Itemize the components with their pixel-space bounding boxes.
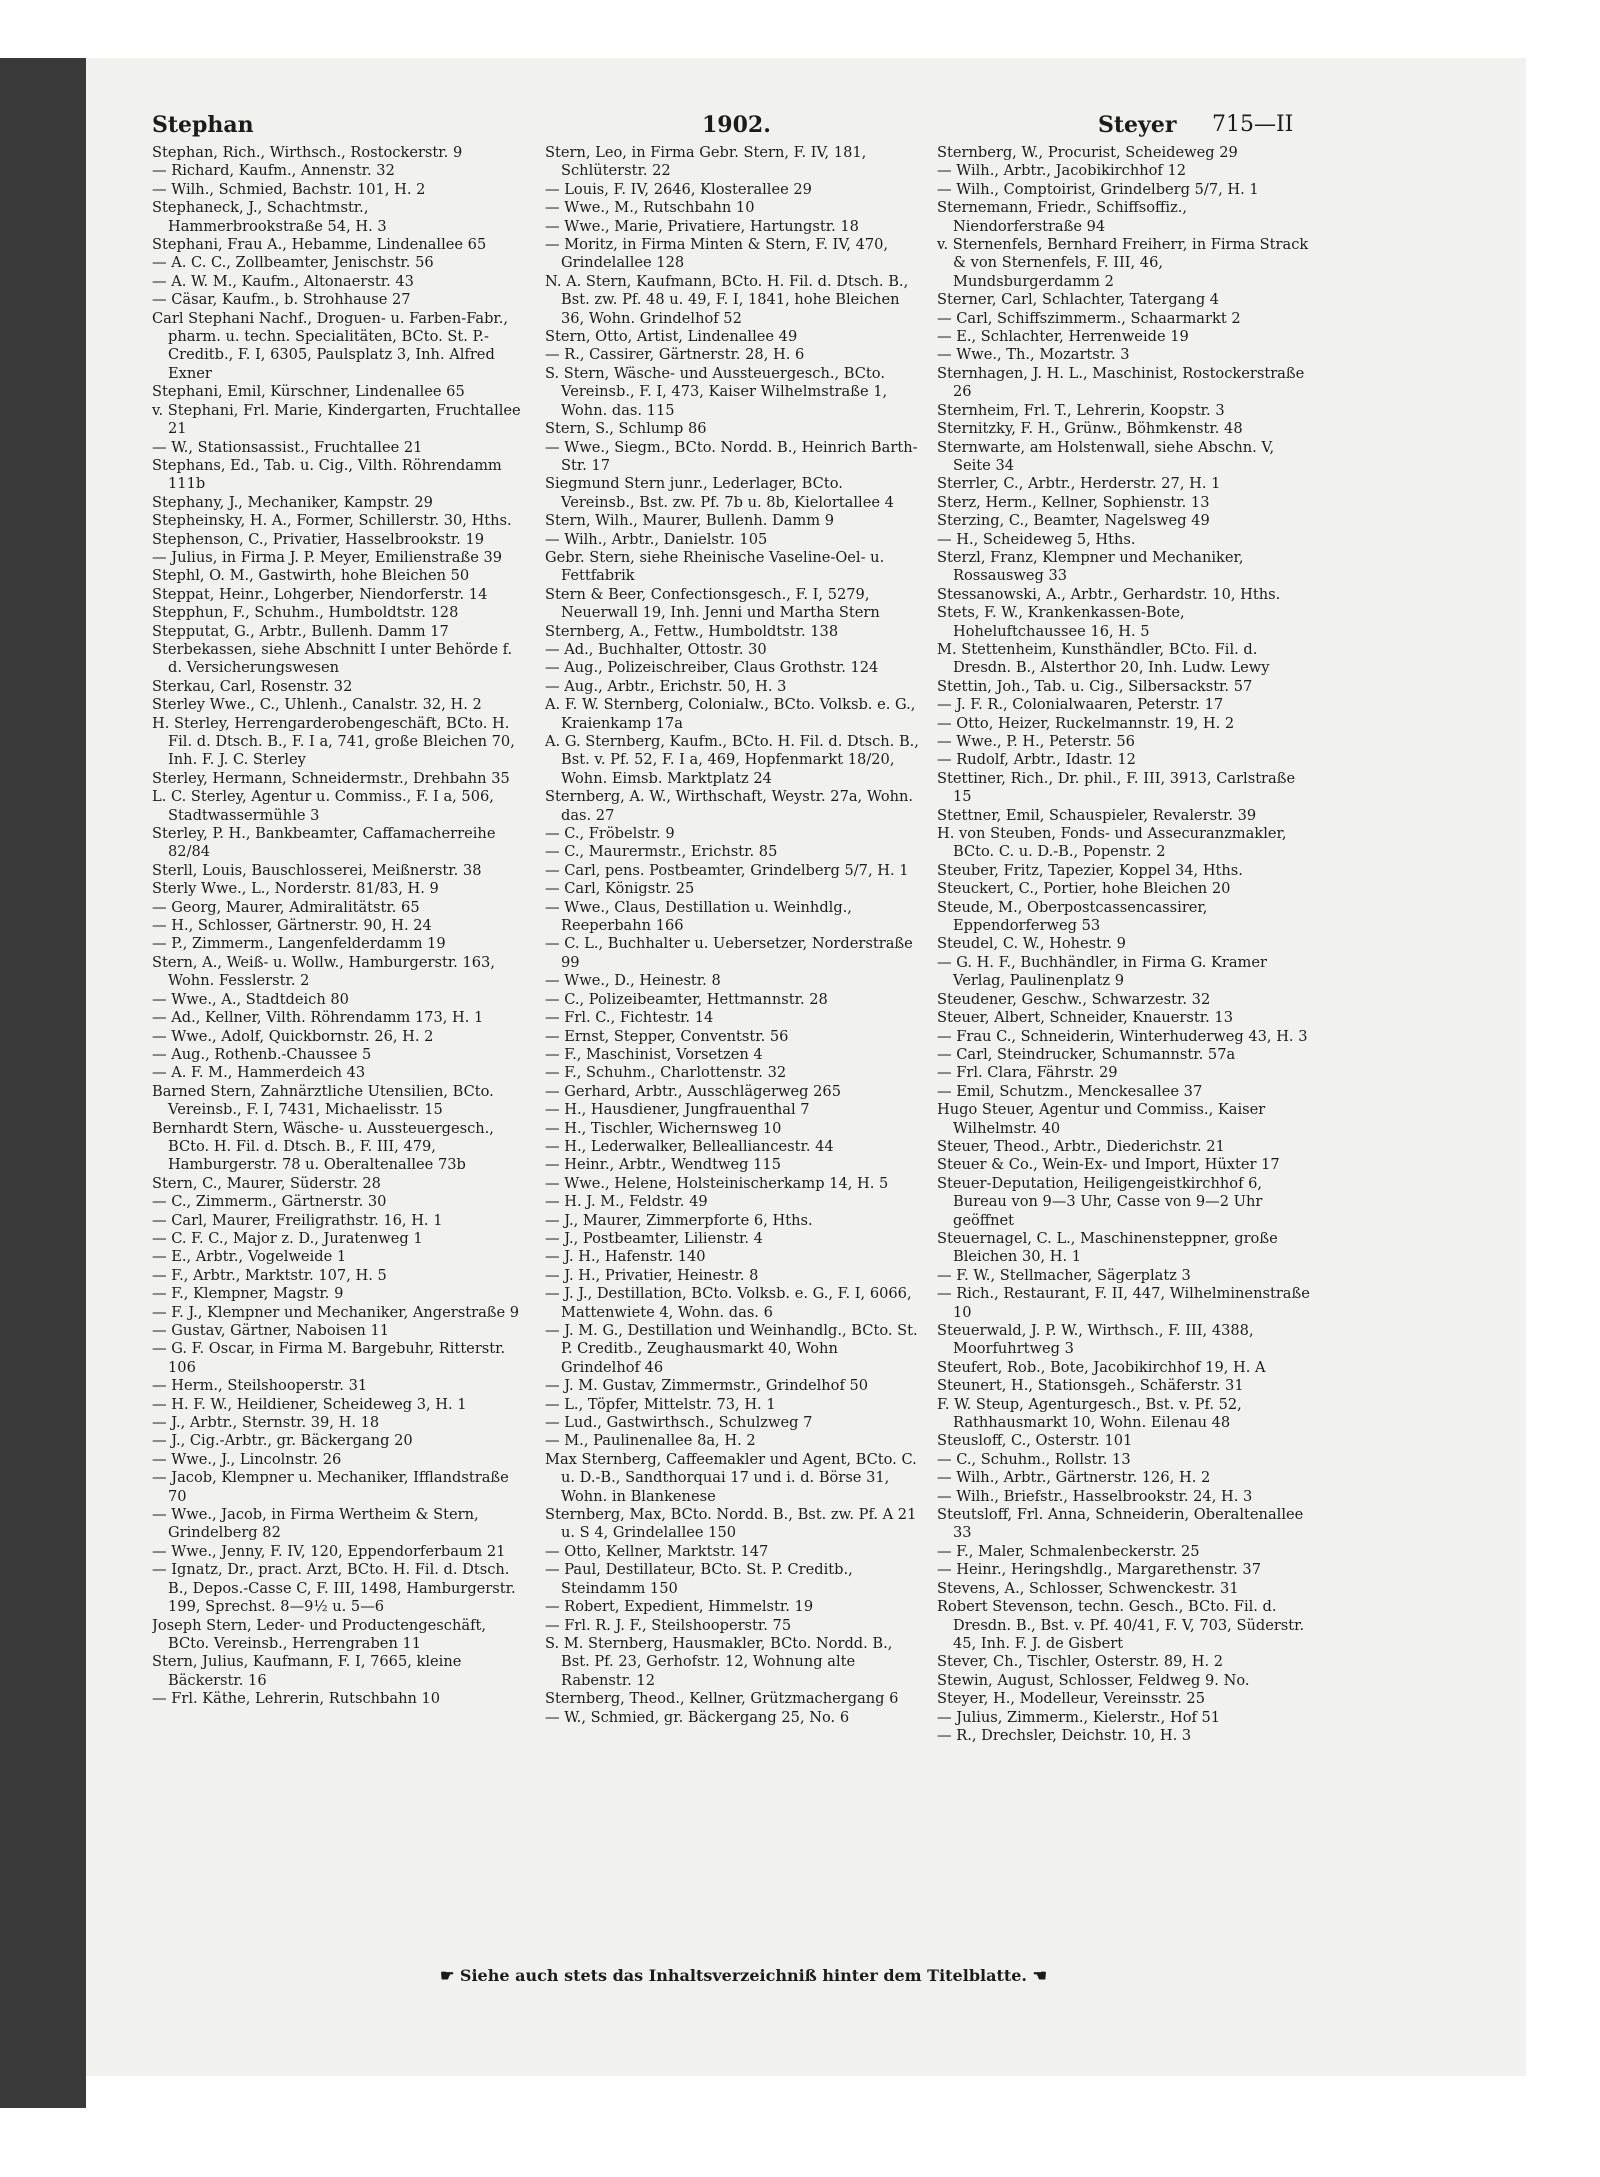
directory-entry: — Wilh., Briefstr., Hasselbrookstr. 24, H. 3 — [937, 1487, 1253, 1505]
directory-entry: — Frau C., Schneiderin, Winterhuderweg 43, H. 3 — [937, 1027, 1308, 1045]
directory-entry: — Emil, Schutzm., Menckesallee 37 — [937, 1082, 1203, 1100]
directory-entry: — Ernst, Stepper, Conventstr. 56 — [545, 1027, 789, 1045]
directory-entry: — Wwe., J., Lincolnstr. 26 — [152, 1450, 342, 1468]
directory-entry: Sternberg, Theod., Kellner, Grützmachergang 6 — [545, 1690, 899, 1708]
directory-entry: — A. W. M., Kaufm., Altonaerstr. 43 — [152, 272, 414, 290]
directory-entry: — Richard, Kaufm., Annenstr. 32 — [152, 162, 395, 180]
directory-entry: — Wwe., Claus, Destillation u. Weinhdlg., Reeperbahn 166 — [545, 898, 852, 935]
directory-entry: — Cäsar, Kaufm., b. Strohhause 27 — [152, 291, 411, 309]
directory-entry: — Wilh., Arbtr., Jacobikirchhof 12 — [937, 162, 1187, 180]
directory-entry: Gebr. Stern, siehe Rheinische Vaseline-Oel- u. Fettfabrik — [545, 548, 885, 585]
header-right-keyword: Steyer — [1098, 112, 1177, 138]
header-year: 1902. — [702, 112, 771, 138]
directory-entry: — L., Töpfer, Mittelstr. 73, H. 1 — [545, 1395, 776, 1413]
directory-entry: — Heinr., Heringshdlg., Margarethenstr. 37 — [937, 1561, 1262, 1579]
directory-entry: Steuerwald, J. P. W., Wirthsch., F. III, 4388, Moorfuhrtweg 3 — [937, 1322, 1254, 1358]
directory-entry: — H. F. W., Heildiener, Scheideweg 3, H. 1 — [152, 1395, 467, 1413]
directory-entry: — Wwe., M., Rutschbahn 10 — [545, 199, 755, 217]
directory-entry: Steudener, Geschw., Schwarzestr. 32 — [937, 990, 1211, 1008]
directory-entry: Stern, Julius, Kaufmann, F. I, 7665, kleine Bäckerstr. 16 — [152, 1653, 462, 1689]
directory-entry: Stephans, Ed., Tab. u. Cig., Vilth. Röhrendamm 111b — [152, 456, 502, 493]
directory-entry: — Otto, Kellner, Marktstr. 147 — [545, 1542, 769, 1560]
directory-entry: Steunert, H., Stationsgeh., Schäferstr. 31 — [937, 1377, 1244, 1395]
directory-entry: Steudel, C. W., Hohestr. 9 — [937, 935, 1126, 953]
directory-entry: — Wwe., Helene, Holsteinischerkamp 14, H. 5 — [545, 1174, 889, 1192]
directory-entry: — Frl. Käthe, Lehrerin, Rutschbahn 10 — [152, 1690, 441, 1708]
directory-entry: — H., Schlosser, Gärtnerstr. 90, H. 24 — [152, 917, 432, 935]
directory-entry: Sternheim, Frl. T., Lehrerin, Koopstr. 3 — [937, 401, 1225, 419]
directory-entry: Stepphun, F., Schuhm., Humboldtstr. 128 — [152, 604, 459, 622]
directory-entry: Stettiner, Rich., Dr. phil., F. III, 3913, Carlstraße 15 — [937, 769, 1296, 806]
directory-entry: — R., Cassirer, Gärtnerstr. 28, H. 6 — [545, 346, 805, 364]
header-left-keyword: Stephan — [152, 112, 254, 138]
directory-entry: Sterzing, C., Beamter, Nagelsweg 49 — [937, 512, 1210, 530]
directory-entry: — J. M. G., Destillation und Weinhandlg., BCto. St. P. Creditb., Zeughausmarkt 40, Wohn Grindelhof 46 — [545, 1322, 918, 1376]
pointing-hand-left-icon: ☚ — [1032, 1966, 1047, 1985]
directory-entry: Sterner, Carl, Schlachter, Tatergang 4 — [937, 291, 1220, 309]
directory-entry: Sterly Wwe., L., Norderstr. 81/83, H. 9 — [152, 880, 439, 898]
directory-entry: — F., Schuhm., Charlottenstr. 32 — [545, 1064, 787, 1082]
directory-entry: Steuer & Co., Wein-Ex- und Import, Hüxter 17 — [937, 1156, 1280, 1174]
footer-note: Siehe auch stets das Inhaltsverzeichniß hinter dem Titelblatte. — [459, 1966, 1027, 1985]
directory-entry: — Herm., Steilshooperstr. 31 — [152, 1377, 368, 1395]
directory-entry: — P., Zimmerm., Langenfelderdamm 19 — [152, 935, 446, 953]
directory-column-3 — [937, 144, 1311, 2004]
directory-entry: — F. W., Stellmacher, Sägerplatz 3 — [937, 1266, 1191, 1284]
directory-entry: — Gustav, Gärtner, Naboisen 11 — [152, 1322, 390, 1339]
directory-entry: N. A. Stern, Kaufmann, BCto. H. Fil. d. Dtsch. B., Bst. zw. Pf. 48 u. 49, F. I, 1841, hohe Bleichen 36, Wohn. Grindelhof 52 — [545, 272, 909, 327]
directory-entry: Robert Stevenson, techn. Gesch., BCto. Fil. d. Dresdn. B., Bst. v. Pf. 40/41, F. V, 703, Süderstr. 45, Inh. F. J. de Gisbert — [937, 1598, 1305, 1652]
directory-entry: — Otto, Heizer, Ruckelmannstr. 19, H. 2 — [937, 714, 1235, 732]
directory-entry: Stettin, Joh., Tab. u. Cig., Silbersackstr. 57 — [937, 677, 1253, 695]
directory-entry: — C., Maurermstr., Erichstr. 85 — [545, 843, 778, 861]
book-binding-edge — [0, 58, 86, 2108]
directory-entry: — J. H., Hafenstr. 140 — [545, 1248, 706, 1266]
directory-entry: Max Sternberg, Caffeemakler und Agent, BCto. C. u. D.-B., Sandthorquai 17 und i. d. Börse 31, Wohn. in Blankenese — [545, 1450, 917, 1505]
directory-entry: Sterrler, C., Arbtr., Herderstr. 27, H. 1 — [937, 475, 1221, 493]
directory-entry: Sternemann, Friedr., Schiffsoffiz., Niendorferstraße 94 — [937, 199, 1188, 235]
directory-entry: Barned Stern, Zahnärztliche Utensilien, BCto. Vereinsb., F. I, 7431, Michaelisstr. 15 — [152, 1082, 494, 1119]
directory-entry: — G. F. Oscar, in Firma M. Bargebuhr, Ritterstr. 106 — [152, 1340, 506, 1376]
directory-entry: — Louis, F. IV, 2646, Klosterallee 29 — [545, 180, 812, 198]
directory-entry: — C. L., Buchhalter u. Uebersetzer, Norderstraße 99 — [545, 935, 913, 971]
directory-entry: Stettner, Emil, Schauspieler, Revalerstr. 39 — [937, 806, 1257, 824]
directory-entry: — W., Stationsassist., Fruchtallee 21 — [152, 438, 423, 456]
directory-entry: — Wwe., Jacob, in Firma Wertheim & Stern, Grindelberg 82 — [152, 1506, 479, 1542]
directory-entry: Steufert, Rob., Bote, Jacobikirchhof 19, H. A — [937, 1358, 1266, 1376]
directory-entry: — J. M. Gustav, Zimmermstr., Grindelhof 50 — [545, 1377, 869, 1395]
directory-entry: Steutsloff, Frl. Anna, Schneiderin, Oberaltenallee 33 — [937, 1506, 1304, 1542]
directory-entry: Steude, M., Oberpostcassencassirer, Eppendorferweg 53 — [937, 898, 1208, 935]
directory-entry: Stephl, O. M., Gastwirth, hohe Bleichen 50 — [152, 567, 470, 585]
directory-entry: — R., Drechsler, Deichstr. 10, H. 3 — [937, 1726, 1192, 1744]
directory-entry: F. W. Steup, Agenturgesch., Bst. v. Pf. 52, Rathhausmarkt 10, Wohn. Eilenau 48 — [937, 1395, 1242, 1432]
directory-entry: Stephaneck, J., Schachtmstr., Hammerbrookstraße 54, H. 3 — [152, 199, 387, 235]
directory-entry: Hugo Steuer, Agentur und Commiss., Kaiser Wilhelmstr. 40 — [937, 1101, 1266, 1137]
directory-entry: — H., Lederwalker, Bellealliancestr. 44 — [545, 1137, 834, 1155]
directory-entry: Stessanowski, A., Arbtr., Gerhardstr. 10, Hths. — [937, 585, 1281, 603]
directory-entry: — C., Polizeibeamter, Hettmannstr. 28 — [545, 990, 828, 1008]
directory-entry: — Carl, Königstr. 25 — [545, 880, 695, 898]
directory-entry: — J. H., Privatier, Heinestr. 8 — [545, 1266, 759, 1284]
directory-entry: — J., Postbeamter, Lilienstr. 4 — [545, 1229, 763, 1247]
directory-entry: — Julius, in Firma J. P. Meyer, Emilienstraße 39 — [152, 548, 503, 566]
directory-entry: v. Stephani, Frl. Marie, Kindergarten, Fruchtallee 21 — [152, 401, 521, 438]
directory-entry: — Wilh., Comptoirist, Grindelberg 5/7, H. 1 — [937, 180, 1259, 198]
directory-entry: Stern, S., Schlump 86 — [545, 420, 707, 438]
directory-entry: A. G. Sternberg, Kaufm., BCto. H. Fil. d. Dtsch. B., Bst. v. Pf. 52, F. I a, 469, Hopfenmarkt 18/20, Wohn. Eimsb. Marktplatz 24 — [545, 733, 919, 787]
directory-entry: — F., Maschinist, Vorsetzen 4 — [545, 1045, 763, 1063]
directory-entry: — Lud., Gastwirthsch., Schulzweg 7 — [545, 1414, 813, 1432]
directory-entry: — H., Hausdiener, Jungfrauenthal 7 — [545, 1101, 810, 1119]
directory-entry: — Wwe., Adolf, Quickbornstr. 26, H. 2 — [152, 1027, 434, 1045]
directory-entry: Stern, Leo, in Firma Gebr. Stern, F. IV, 181, Schlüterstr. 22 — [545, 144, 867, 180]
directory-entry: Stephani, Frau A., Hebamme, Lindenallee 65 — [152, 236, 487, 254]
directory-entry: H. Sterley, Herrengarderobengeschäft, BCto. H. Fil. d. Dtsch. B., F. I a, 741, große Bleichen 70, Inh. F. J. C. Sterley — [152, 714, 515, 769]
directory-entry: — F. J., Klempner und Mechaniker, Angerstraße 9 — [152, 1303, 520, 1321]
directory-entry: — Wwe., Th., Mozartstr. 3 — [937, 346, 1130, 364]
directory-entry: — Jacob, Klempner u. Mechaniker, Ifflandstraße 70 — [152, 1469, 509, 1505]
page-header — [152, 112, 1294, 146]
directory-entry: v. Sternenfels, Bernhard Freiherr, in Firma Strack & von Sternenfels, F. III, 46, Mundsburgerdamm 2 — [937, 236, 1309, 290]
page-footer — [440, 1966, 1047, 1992]
directory-entry: — Wilh., Schmied, Bachstr. 101, H. 2 — [152, 180, 426, 198]
directory-entry: — Wwe., D., Heinestr. 8 — [545, 972, 721, 990]
directory-column-2 — [545, 144, 919, 2004]
directory-entry: — Aug., Rothenb.-Chaussee 5 — [152, 1045, 372, 1063]
directory-entry: Stepheinsky, H. A., Former, Schillerstr. 30, Hths. — [152, 512, 512, 530]
directory-entry: Sternitzky, F. H., Grünw., Böhmkenstr. 48 — [937, 420, 1243, 438]
page-number: 715—II — [1212, 112, 1294, 137]
directory-entry: — E., Schlachter, Herrenweide 19 — [937, 328, 1189, 346]
directory-entry: — Gerhard, Arbtr., Ausschlägerweg 265 — [545, 1082, 841, 1100]
directory-entry: — Carl, Schiffszimmerm., Schaarmarkt 2 — [937, 309, 1241, 327]
directory-entry: Bernhardt Stern, Wäsche- u. Aussteuergesch., BCto. H. Fil. d. Dtsch. B., F. III, 479, Hamburgerstr. 78 u. Oberaltenallee 73b — [152, 1119, 494, 1174]
directory-entry: Stets, F. W., Krankenkassen-Bote, Hoheluftchaussee 16, H. 5 — [937, 604, 1185, 640]
directory-entry: M. Stettenheim, Kunsthändler, BCto. Fil. d. Dresdn. B., Alsterthor 20, Inh. Ludw. Lewy — [937, 640, 1270, 677]
directory-entry: Stevens, A., Schlosser, Schwenckestr. 31 — [937, 1579, 1239, 1597]
directory-entry: Stern & Beer, Confectionsgesch., F. I, 5279, Neuerwall 19, Inh. Jenni und Martha Stern — [545, 585, 880, 622]
directory-entry: A. F. W. Sternberg, Colonialw., BCto. Volksb. e. G., Kraienkamp 17a — [545, 696, 916, 732]
directory-entry: Stern, A., Weiß- u. Wollw., Hamburgerstr. 163, Wohn. Fesslerstr. 2 — [152, 953, 495, 990]
directory-entry: Stever, Ch., Tischler, Osterstr. 89, H. 2 — [937, 1653, 1224, 1671]
directory-entry: Sternberg, A., Fettw., Humboldtstr. 138 — [545, 622, 839, 640]
directory-entry: — Carl, Steindrucker, Schumannstr. 57a — [937, 1045, 1236, 1063]
directory-entry: — E., Arbtr., Vogelweide 1 — [152, 1248, 347, 1266]
directory-entry: — F., Maler, Schmalenbeckerstr. 25 — [937, 1542, 1200, 1560]
directory-entry: Stepputat, G., Arbtr., Bullenh. Damm 17 — [152, 622, 449, 640]
directory-entry: Sterley, Hermann, Schneidermstr., Drehbahn 35 — [152, 769, 510, 787]
directory-entry: Sterbekassen, siehe Abschnitt I unter Behörde f. d. Versicherungswesen — [152, 640, 513, 677]
directory-entry: — Frl. C., Fichtestr. 14 — [545, 1009, 714, 1027]
directory-entry: Sternberg, A. W., Wirthschaft, Weystr. 27a, Wohn. das. 27 — [545, 788, 914, 824]
directory-entry: — H., Tischler, Wichernsweg 10 — [545, 1119, 782, 1137]
directory-entry: — Aug., Polizeischreiber, Claus Grothstr. 124 — [545, 659, 879, 677]
directory-entry: — H., Scheideweg 5, Hths. — [937, 530, 1136, 548]
directory-entry: Stern, Otto, Artist, Lindenallee 49 — [545, 328, 798, 346]
directory-entry: — Ad., Buchhalter, Ottostr. 30 — [545, 640, 767, 658]
directory-entry: — A. F. M., Hammerdeich 43 — [152, 1064, 366, 1082]
directory-entry: — H. J. M., Feldstr. 49 — [545, 1193, 708, 1211]
directory-entry: Stephan, Rich., Wirthsch., Rostockerstr. 9 — [152, 144, 463, 161]
directory-entry: Steuer, Albert, Schneider, Knauerstr. 13 — [937, 1009, 1233, 1027]
directory-entry: Steppat, Heinr., Lohgerber, Niendorferstr. 14 — [152, 585, 488, 603]
directory-column-1 — [152, 144, 526, 2004]
directory-entry: Stewin, August, Schlosser, Feldweg 9. No. — [937, 1671, 1250, 1689]
directory-entry: Steuernagel, C. L., Maschinensteppner, große Bleichen 30, H. 1 — [937, 1229, 1278, 1266]
directory-entry: — C. F. C., Major z. D., Juratenweg 1 — [152, 1229, 423, 1247]
directory-entry: — Ad., Kellner, Vilth. Röhrendamm 173, H. 1 — [152, 1009, 484, 1027]
directory-entry: — Carl, Maurer, Freiligrathstr. 16, H. 1 — [152, 1211, 443, 1229]
directory-entry: Sterzl, Franz, Klempner und Mechaniker, Rossausweg 33 — [937, 548, 1244, 585]
directory-entry: — J., Maurer, Zimmerpforte 6, Hths. — [545, 1211, 813, 1229]
directory-entry: Joseph Stern, Leder- und Productengeschäft, BCto. Vereinsb., Herrengraben 11 — [152, 1616, 486, 1652]
directory-entry: — W., Schmied, gr. Bäckergang 25, No. 6 — [545, 1708, 850, 1726]
directory-entry: Steusloff, C., Osterstr. 101 — [937, 1432, 1133, 1450]
directory-entry: — Wwe., Marie, Privatiere, Hartungstr. 18 — [545, 217, 859, 235]
directory-entry: — Rich., Restaurant, F. II, 447, Wilhelminenstraße 10 — [937, 1285, 1310, 1321]
directory-entry: Sterley, P. H., Bankbeamter, Caffamacherreihe 82/84 — [152, 825, 496, 861]
directory-entry: — J. J., Destillation, BCto. Volksb. e. G., F. I, 6066, Mattenwiete 4, Wohn. das. 6 — [545, 1285, 912, 1321]
directory-entry: — J., Cig.-Arbtr., gr. Bäckergang 20 — [152, 1432, 413, 1450]
directory-entry: Sternhagen, J. H. L., Maschinist, Rostockerstraße 26 — [937, 364, 1305, 401]
directory-entry: Stephany, J., Mechaniker, Kampstr. 29 — [152, 493, 433, 511]
directory-entry: — Wwe., Jenny, F. IV, 120, Eppendorferbaum 21 — [152, 1542, 506, 1560]
directory-entry: Sterley Wwe., C., Uhlenh., Canalstr. 32, H. 2 — [152, 696, 482, 714]
directory-entry: — Ignatz, Dr., pract. Arzt, BCto. H. Fil. d. Dtsch. B., Depos.-Casse C, F. III, 1498, Hamburgerstr. 199, Sprechst. 8—9½ u. 5—6 — [152, 1561, 516, 1616]
directory-entry: — Paul, Destillateur, BCto. St. P. Creditb., Steindamm 150 — [545, 1561, 853, 1597]
directory-entry: Sternberg, W., Procurist, Scheideweg 29 — [937, 144, 1238, 161]
directory-entry: Sterll, Louis, Bauschlosserei, Meißnerstr. 38 — [152, 861, 482, 879]
directory-entry: — Wilh., Arbtr., Danielstr. 105 — [545, 530, 768, 548]
directory-entry: — Frl. R. J. F., Steilshooperstr. 75 — [545, 1616, 792, 1634]
directory-entry: Steyer, H., Modelleur, Vereinsstr. 25 — [937, 1690, 1205, 1708]
directory-entry: — C., Schuhm., Rollstr. 13 — [937, 1450, 1131, 1468]
directory-entry: — A. C. C., Zollbeamter, Jenischstr. 56 — [152, 254, 434, 272]
directory-entry: L. C. Sterley, Agentur u. Commiss., F. I a, 506, Stadtwassermühle 3 — [152, 788, 494, 824]
directory-entry: Stern, Wilh., Maurer, Bullenh. Damm 9 — [545, 512, 835, 530]
directory-entry: S. Stern, Wäsche- und Aussteuergesch., BCto. Vereinsb., F. I, 473, Kaiser Wilhelmstraße 1, Wohn. das. 115 — [545, 364, 888, 419]
directory-entry: — Moritz, in Firma Minten & Stern, F. IV, 470, Grindelallee 128 — [545, 236, 889, 272]
directory-entry: — M., Paulinenallee 8a, H. 2 — [545, 1432, 756, 1450]
directory-entry: Siegmund Stern junr., Lederlager, BCto. Vereinsb., Bst. zw. Pf. 7b u. 8b, Kielortallee 4 — [545, 475, 894, 511]
directory-entry: — C., Fröbelstr. 9 — [545, 825, 675, 843]
directory-entry: — F., Arbtr., Marktstr. 107, H. 5 — [152, 1266, 387, 1284]
pointing-hand-right-icon: ☛ — [440, 1966, 455, 1985]
directory-entry: Steuer-Deputation, Heiligengeistkirchhof 6, Bureau von 9—3 Uhr, Casse von 9—2 Uhr geöffnet — [937, 1174, 1263, 1229]
directory-entry: Steuber, Fritz, Tapezier, Koppel 34, Hths. — [937, 861, 1243, 879]
directory-entry: Sterkau, Carl, Rosenstr. 32 — [152, 677, 353, 695]
directory-entry: — Aug., Arbtr., Erichstr. 50, H. 3 — [545, 677, 787, 695]
directory-entry: — Rudolf, Arbtr., Idastr. 12 — [937, 751, 1136, 769]
directory-entry: Steuckert, C., Portier, hohe Bleichen 20 — [937, 880, 1231, 898]
directory-entry: — Heinr., Arbtr., Wendtweg 115 — [545, 1156, 781, 1174]
directory-entry: Stephenson, C., Privatier, Hasselbrookstr. 19 — [152, 530, 485, 548]
directory-entry: — J., Arbtr., Sternstr. 39, H. 18 — [152, 1414, 380, 1432]
directory-entry: — Frl. Clara, Fährstr. 29 — [937, 1064, 1118, 1082]
directory-entry: Sterz, Herm., Kellner, Sophienstr. 13 — [937, 493, 1210, 511]
directory-entry: — Carl, pens. Postbeamter, Grindelberg 5/7, H. 1 — [545, 861, 909, 879]
directory-entry: — J. F. R., Colonialwaaren, Peterstr. 17 — [937, 696, 1224, 714]
directory-entry: — Georg, Maurer, Admiralitätstr. 65 — [152, 898, 420, 916]
directory-entry: — Wwe., Siegm., BCto. Nordd. B., Heinrich Barth-Str. 17 — [545, 438, 918, 474]
directory-entry: — Julius, Zimmerm., Kielerstr., Hof 51 — [937, 1708, 1221, 1726]
directory-entry: Carl Stephani Nachf., Droguen- u. Farben-Fabr., pharm. u. techn. Specialitäten, BCto. St. P.-Creditb., F. I, 6305, Paulsplatz 3, Inh. Alfred Exner — [152, 309, 509, 382]
directory-entry: S. M. Sternberg, Hausmakler, BCto. Nordd. B., Bst. Pf. 23, Gerhofstr. 12, Wohnung alte Rabenstr. 12 — [545, 1634, 893, 1689]
directory-entry: — Robert, Expedient, Himmelstr. 19 — [545, 1598, 814, 1616]
directory-entry: — Wilh., Arbtr., Gärtnerstr. 126, H. 2 — [937, 1469, 1211, 1487]
directory-entry: Sternberg, Max, BCto. Nordd. B., Bst. zw. Pf. A 21 u. S 4, Grindelallee 150 — [545, 1506, 917, 1542]
directory-entry: Stephani, Emil, Kürschner, Lindenallee 65 — [152, 383, 465, 401]
directory-entry: — Wwe., P. H., Peterstr. 56 — [937, 733, 1135, 750]
directory-entry: Stern, C., Maurer, Süderstr. 28 — [152, 1174, 381, 1192]
directory-entry: — C., Zimmerm., Gärtnerstr. 30 — [152, 1193, 387, 1211]
directory-entry: Sternwarte, am Holstenwall, siehe Abschn. V, Seite 34 — [937, 438, 1275, 474]
directory-entry: — F., Klempner, Magstr. 9 — [152, 1285, 344, 1303]
directory-entry: H. von Steuben, Fonds- und Assecuranzmakler, BCto. C. u. D.-B., Popenstr. 2 — [937, 825, 1287, 861]
directory-entry: — G. H. F., Buchhändler, in Firma G. Kramer Verlag, Paulinenplatz 9 — [937, 953, 1268, 990]
directory-entry: — Wwe., A., Stadtdeich 80 — [152, 990, 349, 1008]
directory-entry: Steuer, Theod., Arbtr., Diederichstr. 21 — [937, 1137, 1225, 1155]
